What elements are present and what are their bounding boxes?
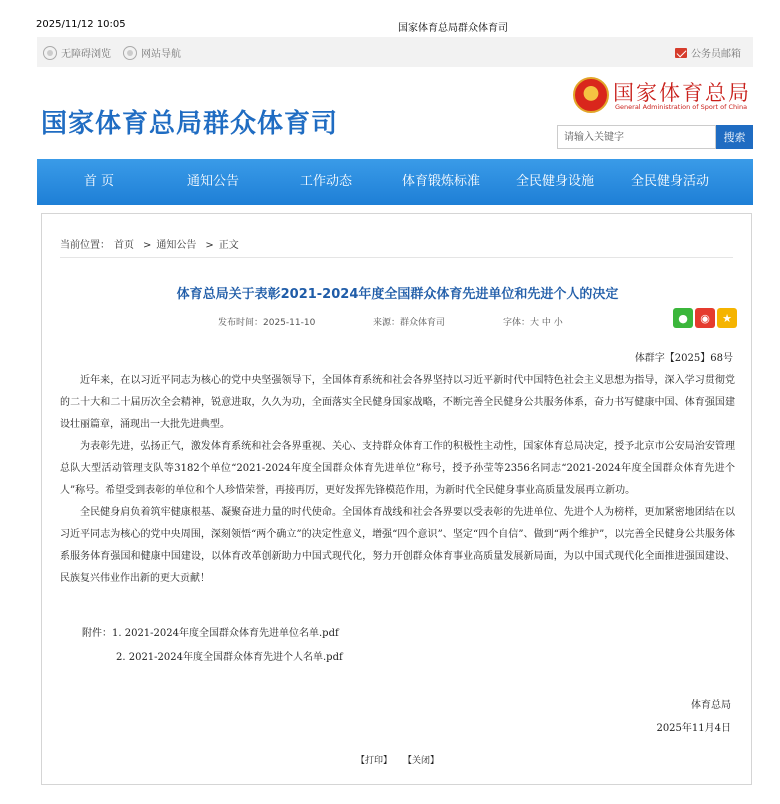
qzone-share-icon[interactable]: ★ xyxy=(717,308,737,328)
wechat-share-icon[interactable]: ● xyxy=(673,308,693,328)
nav-home[interactable]: 首 页 xyxy=(83,174,115,189)
top-utility-bar xyxy=(37,37,753,67)
article-panel xyxy=(41,213,752,785)
close-button[interactable]: 【关闭】 xyxy=(402,756,439,766)
signer: 体育总局 xyxy=(691,700,731,711)
accessible-browse-link[interactable]: 无障碍浏览 xyxy=(43,45,111,60)
article-body xyxy=(60,370,735,590)
site-header xyxy=(37,67,753,159)
weibo-share-icon[interactable]: ◉ xyxy=(695,308,715,328)
breadcrumb-prefix: 当前位置： xyxy=(60,240,110,251)
search-button[interactable]: 搜索 xyxy=(716,125,753,149)
breadcrumb-home[interactable]: 首页 xyxy=(114,240,134,251)
attachment-row xyxy=(116,648,343,663)
divider xyxy=(60,257,733,258)
attachment-row xyxy=(82,624,339,639)
nav-fitness-facilities[interactable]: 全民健身设施 xyxy=(515,174,594,189)
search-input[interactable] xyxy=(557,125,716,149)
site-nav-link[interactable]: 网站导航 xyxy=(123,45,181,60)
document-number: 体群字【2025】68号 xyxy=(634,353,733,364)
sign-date: 2025年11月4日 xyxy=(656,723,731,734)
nav-work-news[interactable]: 工作动态 xyxy=(299,174,352,189)
attachment-link-1[interactable]: 1. 2021-2024年度全国群众体育先进单位名单.pdf xyxy=(112,628,339,639)
print-date: 2025/11/12 10:05 xyxy=(36,19,126,30)
sitemap-icon xyxy=(123,46,137,60)
org-name-cn[interactable]: 国家体育总局 xyxy=(613,81,751,105)
breadcrumb-section[interactable]: 通知公告 xyxy=(156,240,197,251)
paragraph: 近年来，在以习近平同志为核心的党中央坚强领导下，全国体育系统和社会各界坚持以习近平新时代中国特色社会主义思想为指导，深入学习贯彻党的二十大和二十届历次全会精神，锐意进取，久久为功，全面落实全民健身国家战略，不断完善全民健身公共服务体系，奋力书写健康中国、体育强国建设壮丽篇章，涌现出一大批先进典型。 xyxy=(60,375,735,430)
paragraph: 为表彰先进，弘扬正气，激发体育系统和社会各界重视、关心、支持群众体育工作的积极性主动性，国家体育总局决定，授予北京市公安局治安管理总队大型活动管理支队等3182个单位“2021-2024年度全国群众体育先进单位”称号，授予孙莹等2356名同志“2021-2024年度全国群众体育先进个人”称号。希望受到表彰的单位和个人珍惜荣誉，再接再厉，更好发挥先锋模范作用，为新时代全民健身事业高质量发展再立新功。 xyxy=(60,441,735,496)
nav-notices[interactable]: 通知公告 xyxy=(186,174,239,189)
article-actions xyxy=(42,753,753,766)
org-name-en: General Administration of Sport of China xyxy=(615,103,748,111)
font-size-switcher[interactable]: 字体：大 中 小 xyxy=(503,318,563,328)
accessibility-icon xyxy=(43,46,57,60)
print-button[interactable]: 【打印】 xyxy=(356,756,393,766)
attachments-label: 附件： xyxy=(82,628,112,639)
site-title[interactable]: 国家体育总局群众体育司 xyxy=(41,109,339,139)
nav-fitness-activities[interactable]: 全民健身活动 xyxy=(630,174,709,189)
print-header xyxy=(0,0,780,36)
article-source: 来源：群众体育司 xyxy=(373,318,446,328)
chevron-right-icon: > xyxy=(205,240,214,251)
national-emblem-icon xyxy=(573,77,609,113)
staff-mail-link[interactable]: 公务员邮箱 xyxy=(675,45,741,60)
mail-icon xyxy=(675,48,687,58)
article-title: 体育总局关于表彰2021-2024年度全国群众体育先进单位和先进个人的决定 xyxy=(176,287,619,302)
attachment-link-2[interactable]: 2. 2021-2024年度全国群众体育先进个人名单.pdf xyxy=(116,652,343,663)
chevron-right-icon: > xyxy=(143,240,152,251)
paragraph: 全民健身肩负着筑牢健康根基、凝聚奋进力量的时代使命。全国体育战线和社会各界要以受表彰的先进单位、先进个人为榜样，更加紧密地团结在以习近平同志为核心的党中央周围，深刻领悟“两个确立”的决定性意义，增强“四个意识”、坚定“四个自信”、做到“两个维护”，以完善全民健身公共服务体系服务体育强国和健康中国建设，以体育改革创新助力中国式现代化，努力开创群众体育事业高质量发展新局面，为以中国式现代化全面推进强国建设、民族复兴伟业作出新的更大贡献！ xyxy=(60,507,735,584)
main-nav xyxy=(37,159,753,205)
print-title: 国家体育总局群众体育司 xyxy=(398,23,508,34)
nav-fitness-standards[interactable]: 体育锻炼标准 xyxy=(401,174,480,189)
publish-time: 发布时间：2025-11-10 xyxy=(218,318,316,328)
breadcrumb-current: 正文 xyxy=(218,240,239,251)
breadcrumb xyxy=(60,236,243,251)
